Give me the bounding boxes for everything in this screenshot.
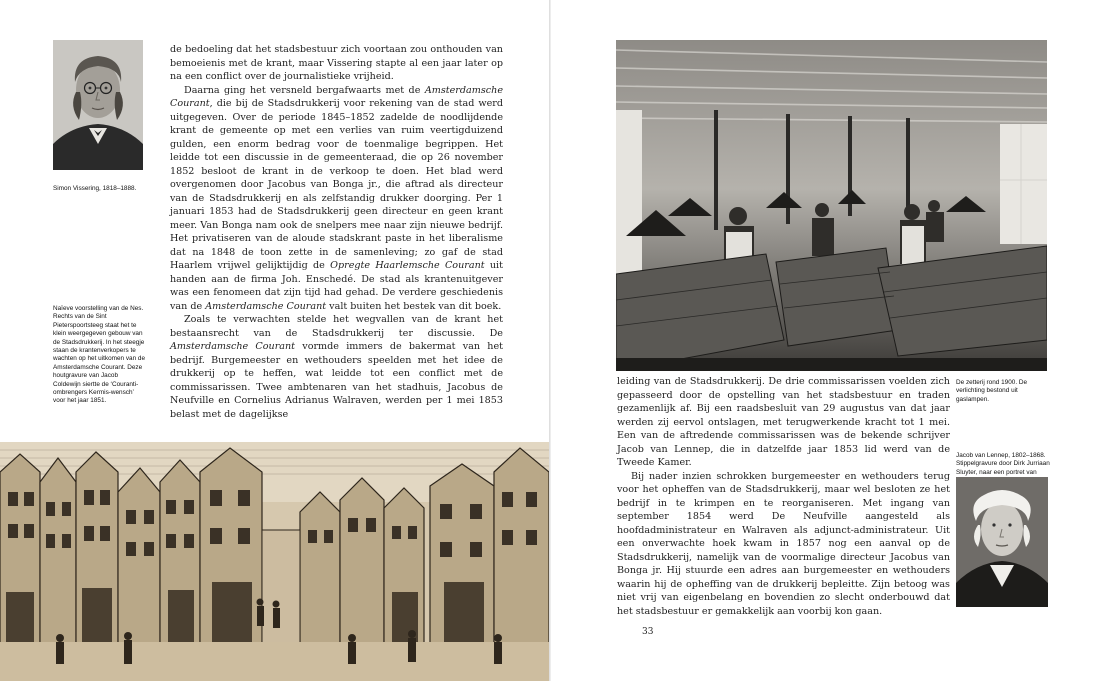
portrait-caption-lennep: Jacob van Lennep, 1802–1868. Stippelgravure door Dirk Jurriaan Sluyter, naar een portret van bbox=[956, 452, 1050, 476]
composing-room-caption: De zetterij rond 1900. De verlichting bestond uit gaslampen. bbox=[956, 379, 1028, 403]
portrait-caption-vissering: Simon Vissering, 1818–1888. bbox=[53, 185, 137, 192]
book-gutter bbox=[549, 0, 551, 681]
page-number: 33 bbox=[642, 627, 654, 637]
paragraph: Daarna ging het versneld bergafwaarts met de Amsterdamsche Courant, die bij de Stadsdrukkerij voor rekening van de stad werd uitgegeven. Over de periode 1845–1852 zadelde de noodlijdende krant de gemeente op met een verlies van ruim veertigduizend gulden, een enorm bedrag voor de toenmalige begrippen. Het leidde tot een discussie in de gemeenteraad, die op 26 november 1852 besloot de krant in de verkoop te doen. Het blad werd overgenomen door Jacobus van Bonga jr., die aftrad als directeur van de Stadsdrukkerij en als zelfstandig drukker doorging. Per 1 januari 1853 had de Stadsdrukkerij geen directeur en geen krant meer. Van Bonga nam ook de snelpers mee naar zijn nieuwe bedrijf. Het privatiseren van de aloude stadskrant paste in het liberalisme dat na 1848 de toon zette in de samenleving; zo gaf de stad Haarlem vrijwel gelijktijdig de Opregte Haarlemsche Courant uit handen aan de firma Joh. Enschedé. De stad als krantenuitgever was een fenomeen dat zijn tijd had gehad. De verdere geschiedenis van de Amsterdamsche Courant valt buiten het bestek van dit boek. bbox=[170, 84, 503, 312]
left-body-text bbox=[170, 43, 503, 421]
composing-room-photo bbox=[616, 40, 1047, 371]
street-woodcut-illustration bbox=[0, 442, 549, 681]
portrait-jacob-van-lennep bbox=[956, 477, 1048, 607]
paragraph: Bij nader inzien schrokken burgemeester en wethouders terug voor het opheffen van de Stadsdrukkerij, maar wel besloten ze het bedrijf in te krimpen en te reorganiseren. Met ingang van september 1854 werd De Neufville aangesteld als hoofdadministrateur en Walraven als adjunct-administrateur. Uit een onverwachte hoek kwam in 1857 nog een aanval op de Stadsdrukkerij, namelijk van de voormalige directeur Jacobus van Bonga jr. Hij stuurde een adres aan burgemeester en wethouders waarin hij de opheffing van de drukkerij bepleitte. Zijn betoog was niet vrij van eigenbelang en bovendien zo slecht onderbouwd dat het stadsbestuur er gemakkelijk aan voorbij kon gaan. bbox=[617, 470, 950, 617]
portrait-simon-vissering bbox=[53, 40, 143, 170]
right-body-text bbox=[617, 375, 950, 618]
street-engraving-caption: Naïeve voorstelling van de Nes. Rechts van de Sint Pieterspoortsteeg staat het te klein weergegeven gebouw van de Stadsdrukkerij. In het steegje staan de krantenverkopers te wachten op het uitkomen van de Amsterdamsche Courant. Deze houtgravure van Jacob Coldewijn siertte de ‘Couranti-ombrengers Kermis-wensch’ voor het jaar 1851. bbox=[53, 305, 146, 405]
paragraph: leiding van de Stadsdrukkerij. De drie commissarissen voelden zich gepasseerd door de opstelling van het stadsbestuur en traden gezamenlijk af. Bij een raadsbesluit van 29 augustus van dat jaar werden zij eervol ontslagen, met terugwerkende kracht tot 1 mei. Een van de aftredende commissarissen was de bekende schrijver Jacob van Lennep, die in datzelfde jaar 1853 lid werd van de Tweede Kamer. bbox=[617, 376, 950, 468]
paragraph: Zoals te verwachten stelde het wegvallen van de krant het bestaansrecht van de Stadsdrukkerij ter discussie. De Amsterdamsche Courant vormde immers de bakermat van het bedrijf. Burgemeester en wethouders speelden met het idee de drukkerij op te heffen, wat leidde tot een conflict met de commissarissen. Twee ambtenaren van het stadhuis, Jacobus de Neufville en Cornelius Adrianus Walraven, werden per 1 mei 1853 belast met de dagelijkse bbox=[170, 314, 503, 420]
paragraph: de bedoeling dat het stadsbestuur zich voortaan zou onthouden van bemoeienis met de krant, maar Vissering stapte al een jaar later op na een conflict over de journalistieke vrijheid. bbox=[170, 44, 503, 82]
